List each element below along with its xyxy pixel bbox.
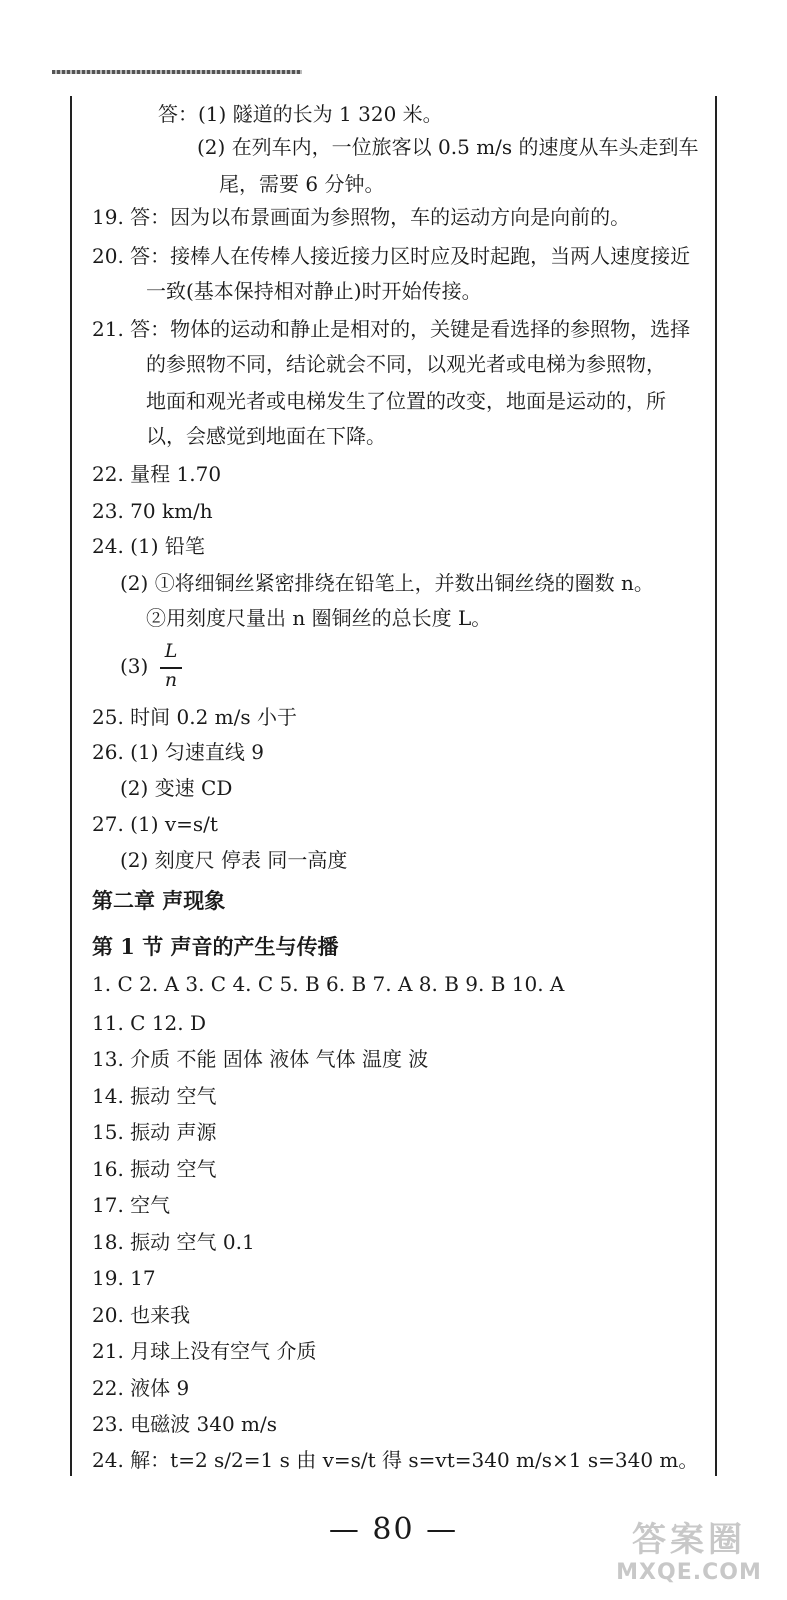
answer-line: 以，会感觉到地面在下降。 xyxy=(146,424,386,448)
answer-line: 的参照物不同，结论就会不同，以观光者或电梯为参照物， xyxy=(146,352,666,376)
answer-line: 答：(1) 隧道的长为 1 320 米。 xyxy=(158,102,443,126)
answer-line: 18. 振动 空气 0.1 xyxy=(92,1230,255,1254)
answer-line: (2) 刻度尺 停表 同一高度 xyxy=(120,848,348,872)
page-number: — 80 — xyxy=(328,1512,459,1547)
answer-line: (2) 变速 CD xyxy=(120,776,233,800)
fraction-denominator: n xyxy=(164,669,178,691)
answer-line: (3) xyxy=(120,654,149,678)
answer-line: 一致(基本保持相对静止)时开始传接。 xyxy=(146,279,482,303)
answer-line: 27. (1) v=s/t xyxy=(92,812,218,836)
answer-line: 22. 量程 1.70 xyxy=(92,462,222,486)
answer-line: (2) ①将细铜丝紧密排绕在铅笔上，并数出铜丝绕的圈数 n。 xyxy=(120,571,654,595)
site-watermark xyxy=(598,1520,780,1594)
left-margin-line xyxy=(70,96,72,1476)
answer-line: 19. 17 xyxy=(92,1266,156,1290)
answer-line: 23. 70 km/h xyxy=(92,499,213,523)
answer-line: 地面和观光者或电梯发生了位置的改变，地面是运动的，所 xyxy=(146,389,666,413)
answer-line: 1. C 2. A 3. C 4. C 5. B 6. B 7. A 8. B 9. B 10. A xyxy=(92,972,565,996)
top-dotted-rule xyxy=(52,70,302,74)
answer-line: 14. 振动 空气 xyxy=(92,1084,217,1108)
answer-line: 20. 也来我 xyxy=(92,1303,191,1327)
answer-line: 尾，需要 6 分钟。 xyxy=(219,172,385,196)
answer-line: 24. 解：t=2 s/2=1 s 由 v=s/t 得 s=vt=340 m/s×1 s=340 m。 xyxy=(92,1448,699,1472)
answer-line: 24. (1) 铅笔 xyxy=(92,534,205,558)
answer-line: 15. 振动 声源 xyxy=(92,1120,217,1144)
chapter-heading: 第二章 声现象 xyxy=(92,888,226,913)
answer-line: 11. C 12. D xyxy=(92,1011,207,1035)
right-margin-line xyxy=(715,96,717,1476)
fraction-numerator: L xyxy=(164,640,178,662)
watermark-url: MXQE.COM xyxy=(616,1560,762,1585)
answer-line: 25. 时间 0.2 m/s 小于 xyxy=(92,705,298,729)
answer-line: 22. 液体 9 xyxy=(92,1376,190,1400)
answer-line: 16. 振动 空气 xyxy=(92,1157,217,1181)
answer-line: 21. 答：物体的运动和静止是相对的，关键是看选择的参照物，选择 xyxy=(92,317,691,341)
answer-line: 21. 月球上没有空气 介质 xyxy=(92,1339,317,1363)
answer-line: 20. 答：接棒人在传棒人接近接力区时应及时起跑，当两人速度接近 xyxy=(92,244,691,268)
answer-line: 26. (1) 匀速直线 9 xyxy=(92,740,264,764)
answer-line: (2) 在列车内，一位旅客以 0.5 m/s 的速度从车头走到车 xyxy=(197,135,699,159)
answer-line: 19. 答：因为以布景画面为参照物，车的运动方向是向前的。 xyxy=(92,205,631,229)
answer-line: ②用刻度尺量出 n 圈铜丝的总长度 L。 xyxy=(146,606,492,630)
watermark-logo-text: 答案圈 xyxy=(632,1520,746,1560)
section-heading: 第 1 节 声音的产生与传播 xyxy=(92,934,339,959)
answer-line: 17. 空气 xyxy=(92,1193,171,1217)
answer-line: 13. 介质 不能 固体 液体 气体 温度 波 xyxy=(92,1047,429,1071)
answer-line: 23. 电磁波 340 m/s xyxy=(92,1412,278,1436)
